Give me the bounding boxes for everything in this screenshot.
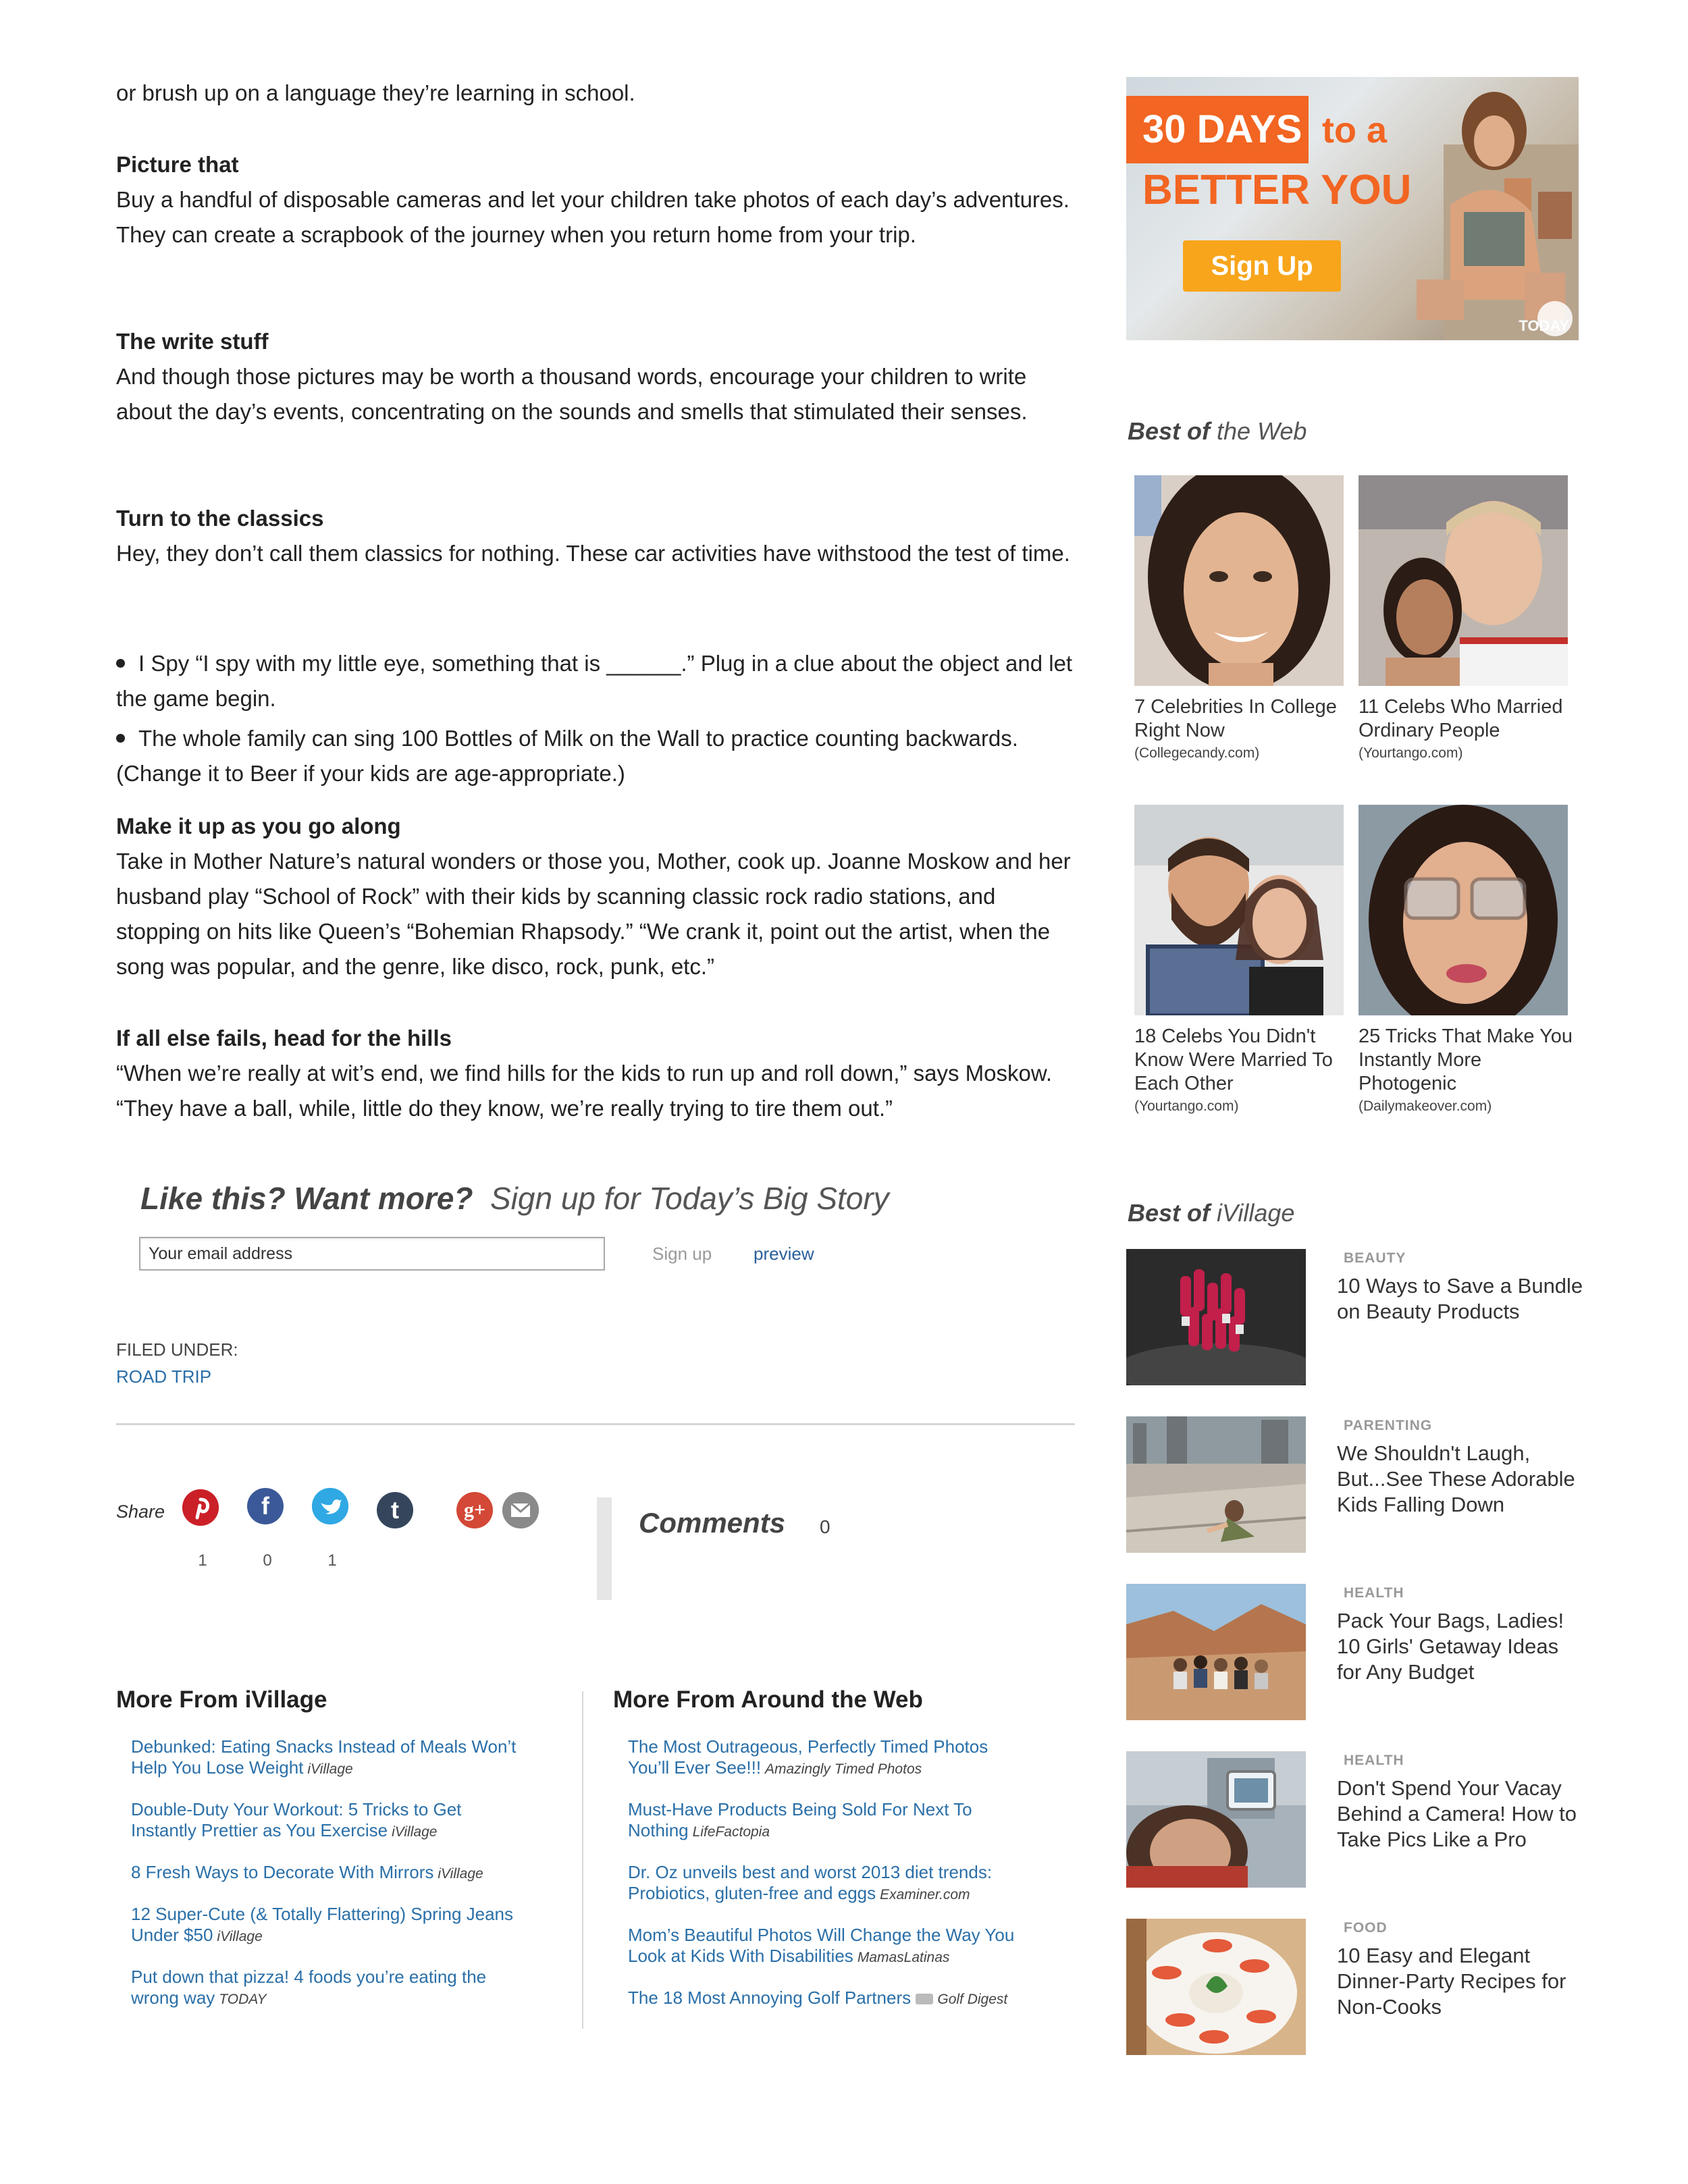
newsletter-signup-button[interactable]: Sign up (652, 1244, 712, 1264)
pinterest-count: 1 (198, 1551, 207, 1570)
section-heading-hills: If all else fails, head for the hills (116, 1026, 452, 1050)
more-from-ivillage-heading: More From iVillage (116, 1686, 327, 1713)
link-source: TODAY (219, 1992, 267, 2007)
twitter-count: 1 (327, 1551, 337, 1570)
filed-under-label: FILED UNDER: (116, 1339, 238, 1360)
link-source: iVillage (438, 1866, 483, 1882)
category-label: PARENTING (1344, 1418, 1433, 1433)
bullet-text: I Spy “I spy with my little eye, something that is ______.” Plug in a clue about the object and let the game begin. (116, 651, 1073, 711)
caption-source: (Yourtango.com) (1359, 745, 1463, 761)
best-of-ivillage-title[interactable]: 10 Ways to Save a Bundle on Beauty Products (1337, 1274, 1583, 1323)
category-label: HEALTH (1344, 1753, 1404, 1768)
more-ivillage-link[interactable]: Double-Duty Your Workout: 5 Tricks to Get Instantly Prettier as You Exercise iVillage (131, 1799, 462, 1840)
more-divider (582, 1691, 583, 2029)
comments-accent-bar (597, 1497, 612, 1600)
link-source: LifeFactopia (692, 1824, 770, 1840)
ad-headline-line2: BETTER YOU (1142, 167, 1412, 213)
tumblr-icon[interactable]: t (377, 1492, 413, 1528)
best-of-web-heading: Best of the Web (1128, 417, 1307, 445)
category-label: BEAUTY (1344, 1250, 1406, 1266)
section-body-classics: Hey, they don’t call them classics for nothing. These car activities have withstood the test of time. (116, 541, 1070, 566)
best-of-web-image[interactable] (1359, 475, 1568, 686)
article-intro-tail: or brush up on a language they’re learning in school. (116, 80, 635, 105)
newsletter-title-bold: Like this? Want more? (140, 1181, 473, 1216)
ad-banner[interactable] (1126, 77, 1579, 340)
pinterest-icon[interactable] (182, 1489, 219, 1526)
filed-under-link[interactable]: ROAD TRIP (116, 1366, 212, 1387)
more-web-link[interactable]: Mom’s Beautiful Photos Will Change the Way You Look at Kids With Disabilities MamasLatinas (628, 1925, 1015, 1966)
best-of-ivillage-image[interactable] (1126, 1249, 1306, 1385)
link-source: Golf Digest (937, 1992, 1008, 2007)
best-of-ivillage-image[interactable] (1126, 1584, 1306, 1720)
newsletter-title-rest: Sign up for Today’s Big Story (490, 1181, 889, 1216)
more-web-link[interactable]: The 18 Most Annoying Golf Partners Golf Digest (628, 1988, 1008, 2008)
section-body-write-stuff: And though those pictures may be worth a thousand words, encourage your children to write about the day’s events, concentrating on the sounds and smells that stimulated their senses. (116, 364, 1028, 424)
ad-headline-to-a: to a (1322, 110, 1388, 151)
more-ivillage-list (131, 1736, 563, 2029)
link-source: iVillage (217, 1929, 263, 1944)
more-ivillage-link[interactable]: 12 Super-Cute (& Totally Flattering) Spring Jeans Under $50 iVillage (131, 1904, 514, 1945)
bullet-item (116, 646, 1075, 716)
section-heading-classics: Turn to the classics (116, 506, 324, 531)
best-of-ivillage-image[interactable] (1126, 1751, 1306, 1888)
category-label: FOOD (1344, 1920, 1388, 1936)
bullet-item (116, 721, 1075, 791)
more-web-link[interactable]: Must-Have Products Being Sold For Next To Nothing LifeFactopia (628, 1799, 972, 1840)
more-ivillage-link[interactable]: 8 Fresh Ways to Decorate With Mirrors iVillage (131, 1862, 483, 1882)
best-of-ivillage-title[interactable]: We Shouldn't Laugh, But...See These Adorable Kids Falling Down (1337, 1441, 1575, 1516)
bullet-text: The whole family can sing 100 Bottles of Milk on the Wall to practice counting backwards. (Change it to Beer if your kids are age-appropriate.) (116, 726, 1018, 786)
newsletter-title (140, 1180, 889, 1217)
best-of-ivillage-title[interactable]: 10 Easy and Elegant Dinner-Party Recipes for Non-Cooks (1337, 1944, 1566, 2019)
more-ivillage-link[interactable]: Debunked: Eating Snacks Instead of Meals Won’t Help You Lose Weight iVillage (131, 1736, 517, 1778)
link-source: MamasLatinas (857, 1950, 950, 1965)
more-web-link[interactable]: The Most Outrageous, Perfectly Timed Photos You’ll Ever See!!! Amazingly Timed Photos (628, 1736, 988, 1778)
link-source: iVillage (307, 1761, 353, 1777)
section-body-picture-that: Buy a handful of disposable cameras and let your children take photos of each day’s adventures. They can create a scrapbook of the journey when you return home from your trip. (116, 187, 1070, 247)
newsletter-preview-link[interactable]: preview (754, 1244, 814, 1264)
best-of-web-caption[interactable]: 18 Celebs You Didn't Know Were Married To Each Other (Yourtango.com) (1134, 1025, 1349, 1117)
more-ivillage-link[interactable]: Put down that pizza! 4 foods you’re eating the wrong way TODAY (131, 1967, 487, 2008)
caption-source: (Yourtango.com) (1134, 1098, 1239, 1114)
today-logo: TODAY (1519, 317, 1569, 334)
best-of-ivillage-title[interactable]: Don't Spend Your Vacay Behind a Camera! How to Take Pics Like a Pro (1337, 1776, 1577, 1851)
section-heading-make-it-up: Make it up as you go along (116, 814, 401, 838)
section-body-make-it-up: Take in Mother Nature’s natural wonders or those you, Mother, cook up. Joanne Moskow and her husband play “School of Rock” with their kids by scanning classic rock radio stations, and stopping on hits like Queen’s “Bohemian Rhapsody.” “We crank it, point out the artist, when the song was popular, and the genre, like disco, rock, punk, etc.” (116, 849, 1071, 979)
comments-title[interactable]: Comments (639, 1507, 786, 1539)
email-input[interactable] (139, 1237, 605, 1271)
caption-source: (Collegecandy.com) (1134, 745, 1260, 761)
twitter-icon[interactable] (312, 1488, 348, 1524)
email-icon[interactable] (502, 1492, 539, 1528)
link-source: iVillage (392, 1824, 438, 1840)
best-of-web-caption[interactable]: 7 Celebrities In College Right Now (Collegecandy.com) (1134, 695, 1349, 764)
share-label: Share (116, 1501, 165, 1522)
category-label: HEALTH (1344, 1585, 1404, 1601)
section-body-hills: “When we’re really at wit’s end, we find hills for the kids to run up and roll down,” says Moskow. “They have a ball, while, little do they know, we’re really trying to tire them out.” (116, 1061, 1052, 1121)
best-of-web-caption[interactable]: 25 Tricks That Make You Instantly More Photogenic (Dailymakeover.com) (1359, 1025, 1573, 1117)
best-of-web-image[interactable] (1134, 805, 1344, 1015)
link-source: Examiner.com (880, 1887, 970, 1902)
bullet-dot (116, 734, 125, 743)
ad-headline-line1: 30 DAYS (1142, 107, 1302, 151)
best-of-ivillage-image[interactable] (1126, 1416, 1306, 1553)
video-icon (916, 1994, 933, 2004)
more-from-web-heading: More From Around the Web (613, 1686, 923, 1713)
comments-count: 0 (820, 1516, 830, 1537)
caption-source: (Dailymakeover.com) (1359, 1098, 1492, 1114)
link-source: Amazingly Timed Photos (765, 1761, 922, 1777)
best-of-ivillage-title[interactable]: Pack Your Bags, Ladies! 10 Girls' Getaway Ideas for Any Budget (1337, 1609, 1564, 1684)
more-web-list (628, 1736, 1067, 2029)
best-of-web-image[interactable] (1359, 805, 1568, 1015)
best-of-ivillage-image[interactable] (1126, 1919, 1306, 2055)
bullet-dot (116, 659, 125, 668)
best-of-web-caption[interactable]: 11 Celebs Who Married Ordinary People (Yourtango.com) (1359, 695, 1573, 764)
best-of-ivillage-heading: Best of iVillage (1128, 1199, 1295, 1227)
section-heading-write-stuff: The write stuff (116, 329, 269, 354)
best-of-web-image[interactable] (1134, 475, 1344, 686)
divider (116, 1423, 1075, 1425)
more-web-link[interactable]: Dr. Oz unveils best and worst 2013 diet trends: Probiotics, gluten-free and eggs Examiner.com (628, 1862, 993, 1903)
section-heading-picture-that: Picture that (116, 152, 239, 177)
facebook-icon[interactable]: f (247, 1488, 284, 1524)
google-plus-icon[interactable]: g+ (456, 1492, 493, 1528)
facebook-count: 0 (263, 1551, 272, 1570)
ad-signup-button[interactable]: Sign Up (1183, 240, 1341, 292)
